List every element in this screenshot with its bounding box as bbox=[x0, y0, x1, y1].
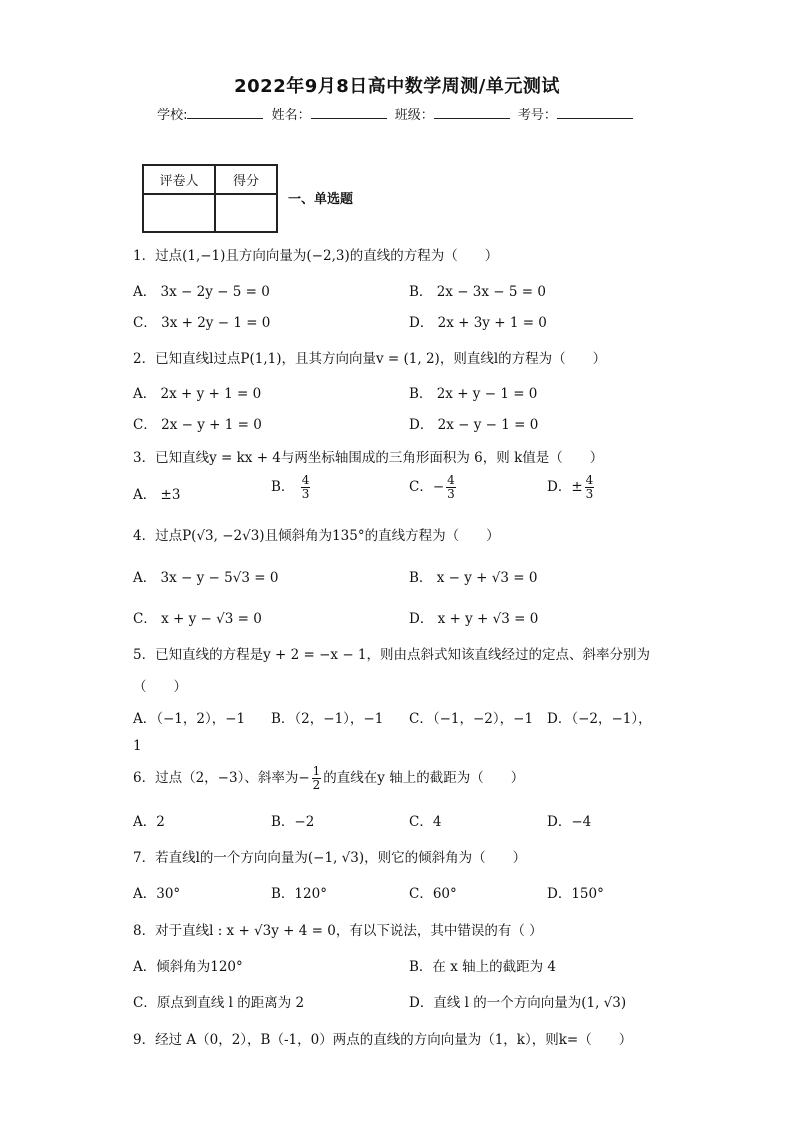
option-c[interactable]: C．原点到直线 l 的距离为 2 bbox=[133, 995, 305, 1011]
fraction-denominator: 3 bbox=[301, 487, 310, 501]
question-text: 过点(1,−1)且方向向量为(−2,3)的直线的方程为（ ） bbox=[155, 248, 499, 264]
id-blank[interactable] bbox=[557, 106, 633, 119]
question-number: 6． bbox=[133, 770, 156, 786]
option-label: C． bbox=[409, 479, 433, 495]
question-text: 已知直线l过点P(1,1)，且其方向向量v = (1, 2)，则直线l的方程为（ ） bbox=[155, 351, 607, 367]
option-a[interactable]: A． 2x + y + 1 = 0 bbox=[133, 386, 262, 402]
option-d[interactable]: D． 2x − y − 1 = 0 bbox=[409, 417, 539, 433]
school-blank[interactable] bbox=[187, 106, 263, 119]
grader-cell[interactable] bbox=[143, 194, 215, 232]
question-text-post: 的直线在y 轴上的截距为（ ） bbox=[323, 770, 525, 786]
question-number: 4． bbox=[133, 528, 156, 544]
option-b[interactable]: B．−2 bbox=[271, 814, 315, 830]
score-header: 得分 bbox=[215, 165, 277, 194]
fraction bbox=[301, 474, 311, 501]
question-5 bbox=[133, 643, 650, 663]
id-label: 考号： bbox=[517, 108, 557, 123]
grader-header: 评卷人 bbox=[143, 165, 215, 194]
option-d[interactable]: D． x + y + √3 = 0 bbox=[409, 611, 539, 627]
score-cell[interactable] bbox=[215, 194, 277, 232]
fraction bbox=[446, 474, 456, 501]
fraction-denominator: 3 bbox=[447, 487, 455, 501]
option-c[interactable]: C．（−1，−2），−1 bbox=[409, 711, 534, 727]
school-label: 学校: bbox=[157, 108, 188, 123]
option-d[interactable]: D．150° bbox=[547, 886, 604, 902]
class-label: 班级： bbox=[394, 108, 434, 123]
fraction-denominator: 2 bbox=[312, 778, 321, 792]
option-a[interactable]: A．30° bbox=[133, 886, 181, 902]
option-c[interactable]: C． 3x + 2y − 1 = 0 bbox=[133, 315, 271, 331]
name-label: 姓名： bbox=[271, 108, 311, 123]
point-expression: P(√3, −2√3) bbox=[182, 528, 265, 544]
student-info-line bbox=[0, 104, 794, 123]
question-text: 已知直线y = kx + 4与两坐标轴围成的三角形面积为 6，则 k值是（ ） bbox=[155, 450, 604, 466]
option-b[interactable]: B．在 x 轴上的截距为 4 bbox=[409, 959, 556, 975]
section-title: 一、单选题 bbox=[288, 192, 354, 207]
option-b[interactable]: B．（2，−1），−1 bbox=[271, 711, 384, 727]
option-b[interactable] bbox=[271, 474, 312, 501]
question-6 bbox=[133, 765, 524, 792]
option-d[interactable]: D．−4 bbox=[547, 814, 592, 830]
plus-minus-sign: ± bbox=[571, 479, 583, 495]
option-c[interactable]: C．4 bbox=[409, 814, 442, 830]
option-d[interactable]: D．（−2，−1）， bbox=[547, 711, 652, 727]
question-text: 对于直线l : x + √3y + 4 = 0，有以下说法，其中错误的有（ ） bbox=[155, 923, 543, 939]
question-5-paren: （ ） bbox=[133, 679, 187, 695]
fraction-numerator: 4 bbox=[585, 473, 594, 487]
minus-sign: − bbox=[432, 479, 445, 495]
option-b[interactable]: B． 2x − 3x − 5 = 0 bbox=[409, 284, 546, 300]
question-number: 9． bbox=[133, 1032, 156, 1048]
page-title: 2022年9月8日高中数学周测/单元测试 bbox=[234, 76, 560, 97]
question-number: 1． bbox=[133, 248, 156, 264]
question-text-post: 且倾斜角为135°的直线方程为（ ） bbox=[264, 528, 500, 544]
option-b[interactable]: B． 2x + y − 1 = 0 bbox=[409, 386, 538, 402]
option-b[interactable]: B． x − y + √3 = 0 bbox=[409, 570, 538, 586]
option-a[interactable]: A．（−1，2），−1 bbox=[133, 711, 246, 727]
question-2 bbox=[133, 347, 606, 367]
fraction bbox=[585, 474, 595, 501]
minus-sign: − bbox=[298, 770, 310, 786]
option-d[interactable] bbox=[547, 474, 596, 501]
option-c[interactable]: C． 2x − y + 1 = 0 bbox=[133, 417, 262, 433]
score-table bbox=[142, 164, 278, 233]
fraction bbox=[312, 765, 322, 792]
question-number: 7． bbox=[133, 850, 156, 866]
option-label: B． bbox=[271, 479, 295, 495]
question-7 bbox=[133, 846, 526, 866]
option-a[interactable]: A． 3x − 2y − 5 = 0 bbox=[133, 284, 270, 300]
fraction-numerator: 4 bbox=[301, 473, 310, 487]
fraction-numerator: 1 bbox=[312, 764, 321, 778]
question-text: 经过 A（0，2），B（-1，0）两点的直线的方向向量为（1，k），则k=（ ） bbox=[155, 1032, 633, 1048]
fraction-numerator: 4 bbox=[447, 473, 455, 487]
question-1 bbox=[133, 244, 498, 264]
question-text: 已知直线的方程是y + 2 = −x − 1，则由点斜式知该直线经过的定点、斜率分别为 bbox=[155, 647, 651, 663]
option-c[interactable]: C．60° bbox=[409, 886, 457, 902]
question-3 bbox=[133, 446, 603, 466]
option-label: D． bbox=[547, 479, 572, 495]
question-number: 8． bbox=[133, 923, 156, 939]
question-4 bbox=[133, 524, 500, 544]
question-number: 2． bbox=[133, 351, 156, 367]
option-c[interactable]: C． x + y − √3 = 0 bbox=[133, 611, 262, 627]
question-9 bbox=[133, 1028, 632, 1048]
option-a[interactable]: A．倾斜角为120° bbox=[133, 959, 243, 975]
question-number: 5． bbox=[133, 647, 156, 663]
option-a[interactable]: A． 3x − y − 5√3 = 0 bbox=[133, 570, 279, 586]
question-text-pre: 过点（2，−3）、斜率为 bbox=[155, 770, 299, 786]
option-b[interactable]: B．120° bbox=[271, 886, 327, 902]
fraction-denominator: 3 bbox=[585, 487, 594, 501]
option-d[interactable]: D．直线 l 的一个方向向量为(1, √3) bbox=[409, 995, 627, 1011]
option-a[interactable]: A． ±3 bbox=[133, 487, 181, 503]
question-text: 若直线l的一个方向向量为(−1, √3)，则它的倾斜角为（ ） bbox=[155, 850, 527, 866]
option-a[interactable]: A．2 bbox=[133, 814, 165, 830]
question-8 bbox=[133, 919, 543, 939]
class-blank[interactable] bbox=[434, 106, 510, 119]
question-number: 3． bbox=[133, 450, 156, 466]
option-c[interactable] bbox=[409, 474, 458, 501]
question-text-pre: 过点 bbox=[155, 528, 183, 544]
option-d-continued: 1 bbox=[133, 738, 142, 754]
option-d[interactable]: D． 2x + 3y + 1 = 0 bbox=[409, 315, 547, 331]
name-blank[interactable] bbox=[311, 106, 387, 119]
